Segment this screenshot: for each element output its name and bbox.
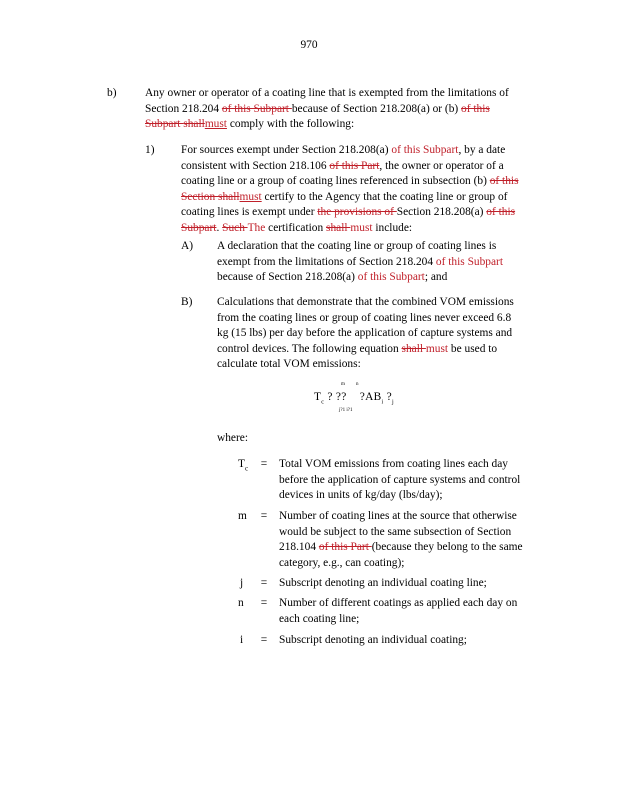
para-1-label: 1) <box>145 144 155 156</box>
def-text: Subscript denoting an individual coating line; <box>279 577 487 589</box>
para-b-label: b) <box>107 87 117 99</box>
para-b2-label: B) <box>181 296 193 308</box>
def-text: Total VOM emissions from coating lines each day before the application of capture systems and control devices in units of kg/day (lbs/day); <box>279 458 521 501</box>
deleted-text: of this <box>489 175 519 187</box>
deleted-text: of this Part <box>329 159 380 172</box>
deleted-text: Subpart <box>145 118 184 130</box>
vom-equation <box>314 382 424 416</box>
deleted-text: of this <box>486 206 516 218</box>
where-label: where: <box>217 432 248 444</box>
inserted-text: must <box>350 221 373 234</box>
inserted-text: must <box>425 342 449 355</box>
deleted-text: of this Subpart <box>221 102 292 115</box>
def-equals: = <box>260 577 268 589</box>
deleted-text: Such <box>222 221 248 234</box>
inserted-text: must <box>239 190 262 203</box>
deleted-text: shall <box>326 221 351 234</box>
para-b-line: Subpart shallmust comply with the following: <box>145 118 355 130</box>
deleted-text: shall <box>183 118 205 130</box>
def-symbol: i <box>240 634 244 646</box>
eq-main: $T_c$ ? ?? $?AB_i$ $?_j$ <box>314 391 394 406</box>
para-1: For sources exempt under Section 218.208(a) of this Subpart, by a date consistent with Section 218.106 of this Part, the owner or operator of a coating line or a group of coating lines referenced in subsection (b) of this Section shallmust certify to the Agency that the coating line or group of coating lines is exempt under the provisions of Section 218.208(a) of this Subpart. Such The certification shall must include: <box>181 144 519 234</box>
para-b-line: Any owner or operator of a coating line that is exempted from the limitations of <box>145 87 509 99</box>
para-a: A declaration that the coating line or group of coating lines is exempt from the limitations of Section 218.204 of this Subpart because of Section 218.208(a) of this Subpart; and <box>217 240 503 283</box>
eq-sup-m: m <box>341 382 345 387</box>
deleted-text: of this <box>461 102 490 115</box>
inserted-text: of this Subpart <box>391 144 459 156</box>
deleted-text: shall <box>218 190 240 203</box>
deleted-text: Section <box>181 190 219 203</box>
deleted-text: the provisions of <box>317 206 397 218</box>
inserted-text: of this Subpart <box>357 271 425 283</box>
deleted-text: Subpart <box>181 221 217 234</box>
def-text: Number of coating lines at the source that otherwise would be subject to the same subsection of Section 218.104 of this Part (because they belong to the same category, e.g., can coating); <box>279 510 523 569</box>
def-equals: = <box>260 458 268 470</box>
para-b-line: Section 218.204 of this Subpart because of Section 218.208(a) or (b) of this <box>145 102 490 115</box>
deleted-text: of this Part <box>318 541 372 553</box>
eq-lower-limits: j?1 i?1 <box>339 408 353 413</box>
page-number: 970 <box>300 39 318 51</box>
para-a-label: A) <box>181 240 194 252</box>
def-equals: = <box>260 634 268 646</box>
deleted-text: shall <box>401 342 426 355</box>
def-symbol: n <box>238 597 244 609</box>
def-symbol: j <box>240 577 244 589</box>
inserted-text: The <box>247 221 266 234</box>
def-symbol: $T_c$ <box>238 458 249 473</box>
def-symbol: m <box>238 510 247 522</box>
def-text: Number of different coatings as applied each day on each coating line; <box>279 597 518 625</box>
inserted-text: of this Subpart <box>435 255 503 268</box>
def-equals: = <box>260 510 268 522</box>
eq-sup-n: n <box>356 382 359 387</box>
def-text: Subscript denoting an individual coating; <box>279 634 467 646</box>
para-b2: Calculations that demonstrate that the combined VOM emissions from the coating lines or group of coating lines never exceed 6.8 kg (15 lbs) per day before the application of capture systems and control devices. The following equation shall must be used to calculate total VOM emissions: <box>217 296 514 370</box>
para-b <box>145 86 545 133</box>
def-equals: = <box>260 597 268 609</box>
inserted-text: must <box>204 118 227 130</box>
